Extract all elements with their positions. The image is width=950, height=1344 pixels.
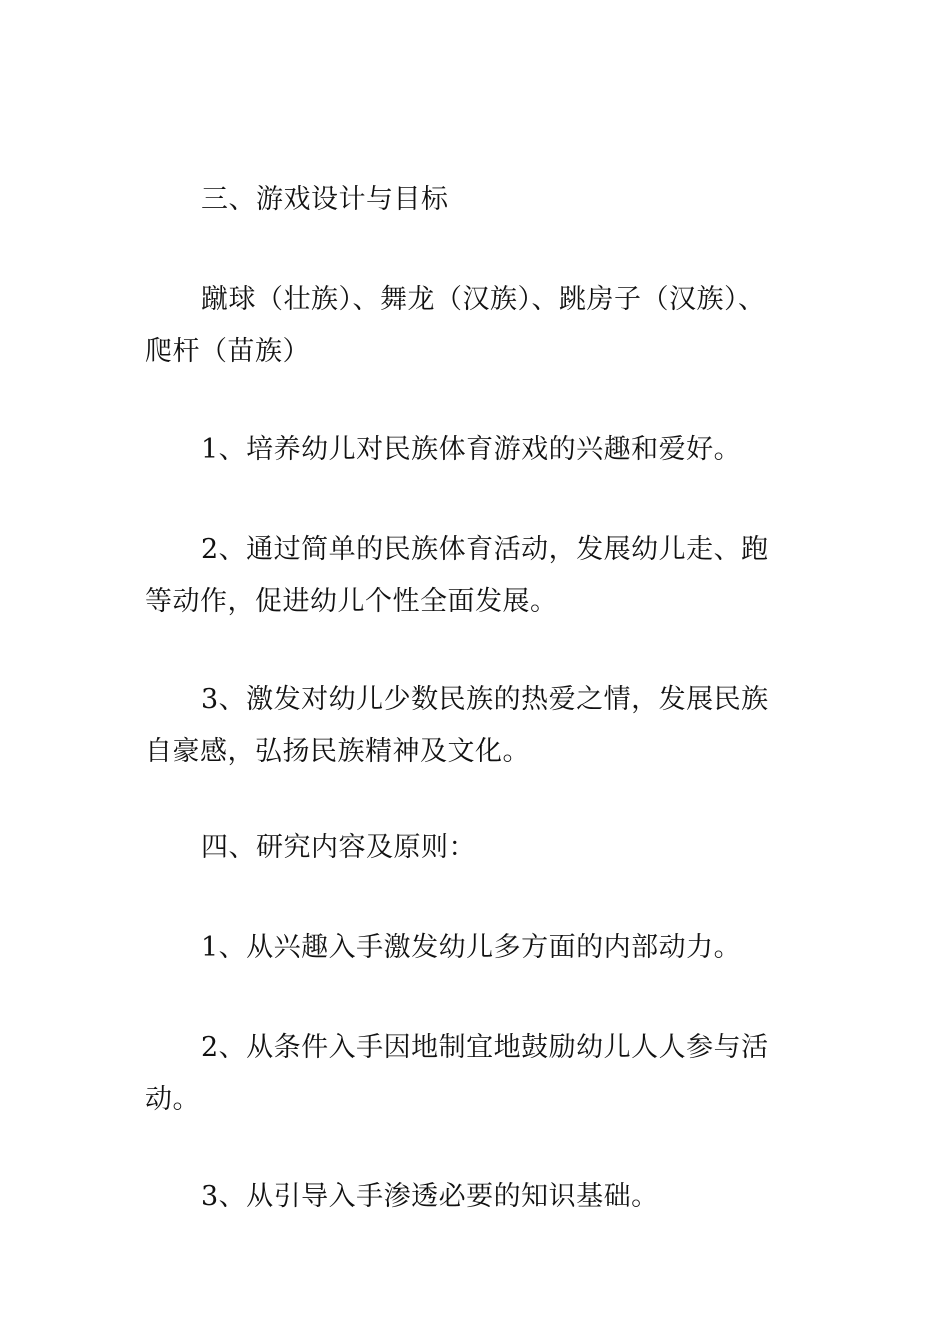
text-line: 动。 [145,1084,200,1115]
text-line: 自豪感，弘扬民族精神及文化。 [145,736,530,767]
text-line: 等动作，促进幼儿个性全面发展。 [145,586,558,617]
text-line: 爬杆（苗族） [145,336,310,367]
text-line: 1、从兴趣入手激发幼儿多方面的内部动力。 [201,932,742,963]
paragraph-goal-3 [145,674,813,778]
paragraph-principle-3 [145,1171,813,1223]
paragraph-principle-1 [145,922,813,974]
text-line: 蹴球（壮族）、舞龙（汉族）、跳房子（汉族）、 [201,284,766,315]
text-line: 3、从引导入手渗透必要的知识基础。 [201,1181,659,1212]
text-line: 1、培养幼儿对民族体育游戏的兴趣和爱好。 [201,434,742,465]
paragraph-goal-1 [145,424,813,476]
section-heading-research [145,822,813,874]
text-line: 2、从条件入手因地制宜地鼓励幼儿人人参与活 [201,1032,769,1063]
text-line: 三、游戏设计与目标 [201,184,449,215]
section-heading-game-design [145,174,813,226]
text-line: 四、研究内容及原则： [201,832,476,863]
text-line: 2、通过简单的民族体育活动，发展幼儿走、跑 [201,534,769,565]
paragraph-goal-2 [145,524,813,628]
text-line: 3、激发对幼儿少数民族的热爱之情，发展民族 [201,684,769,715]
paragraph-principle-2 [145,1022,813,1126]
paragraph-game-list [145,274,813,378]
